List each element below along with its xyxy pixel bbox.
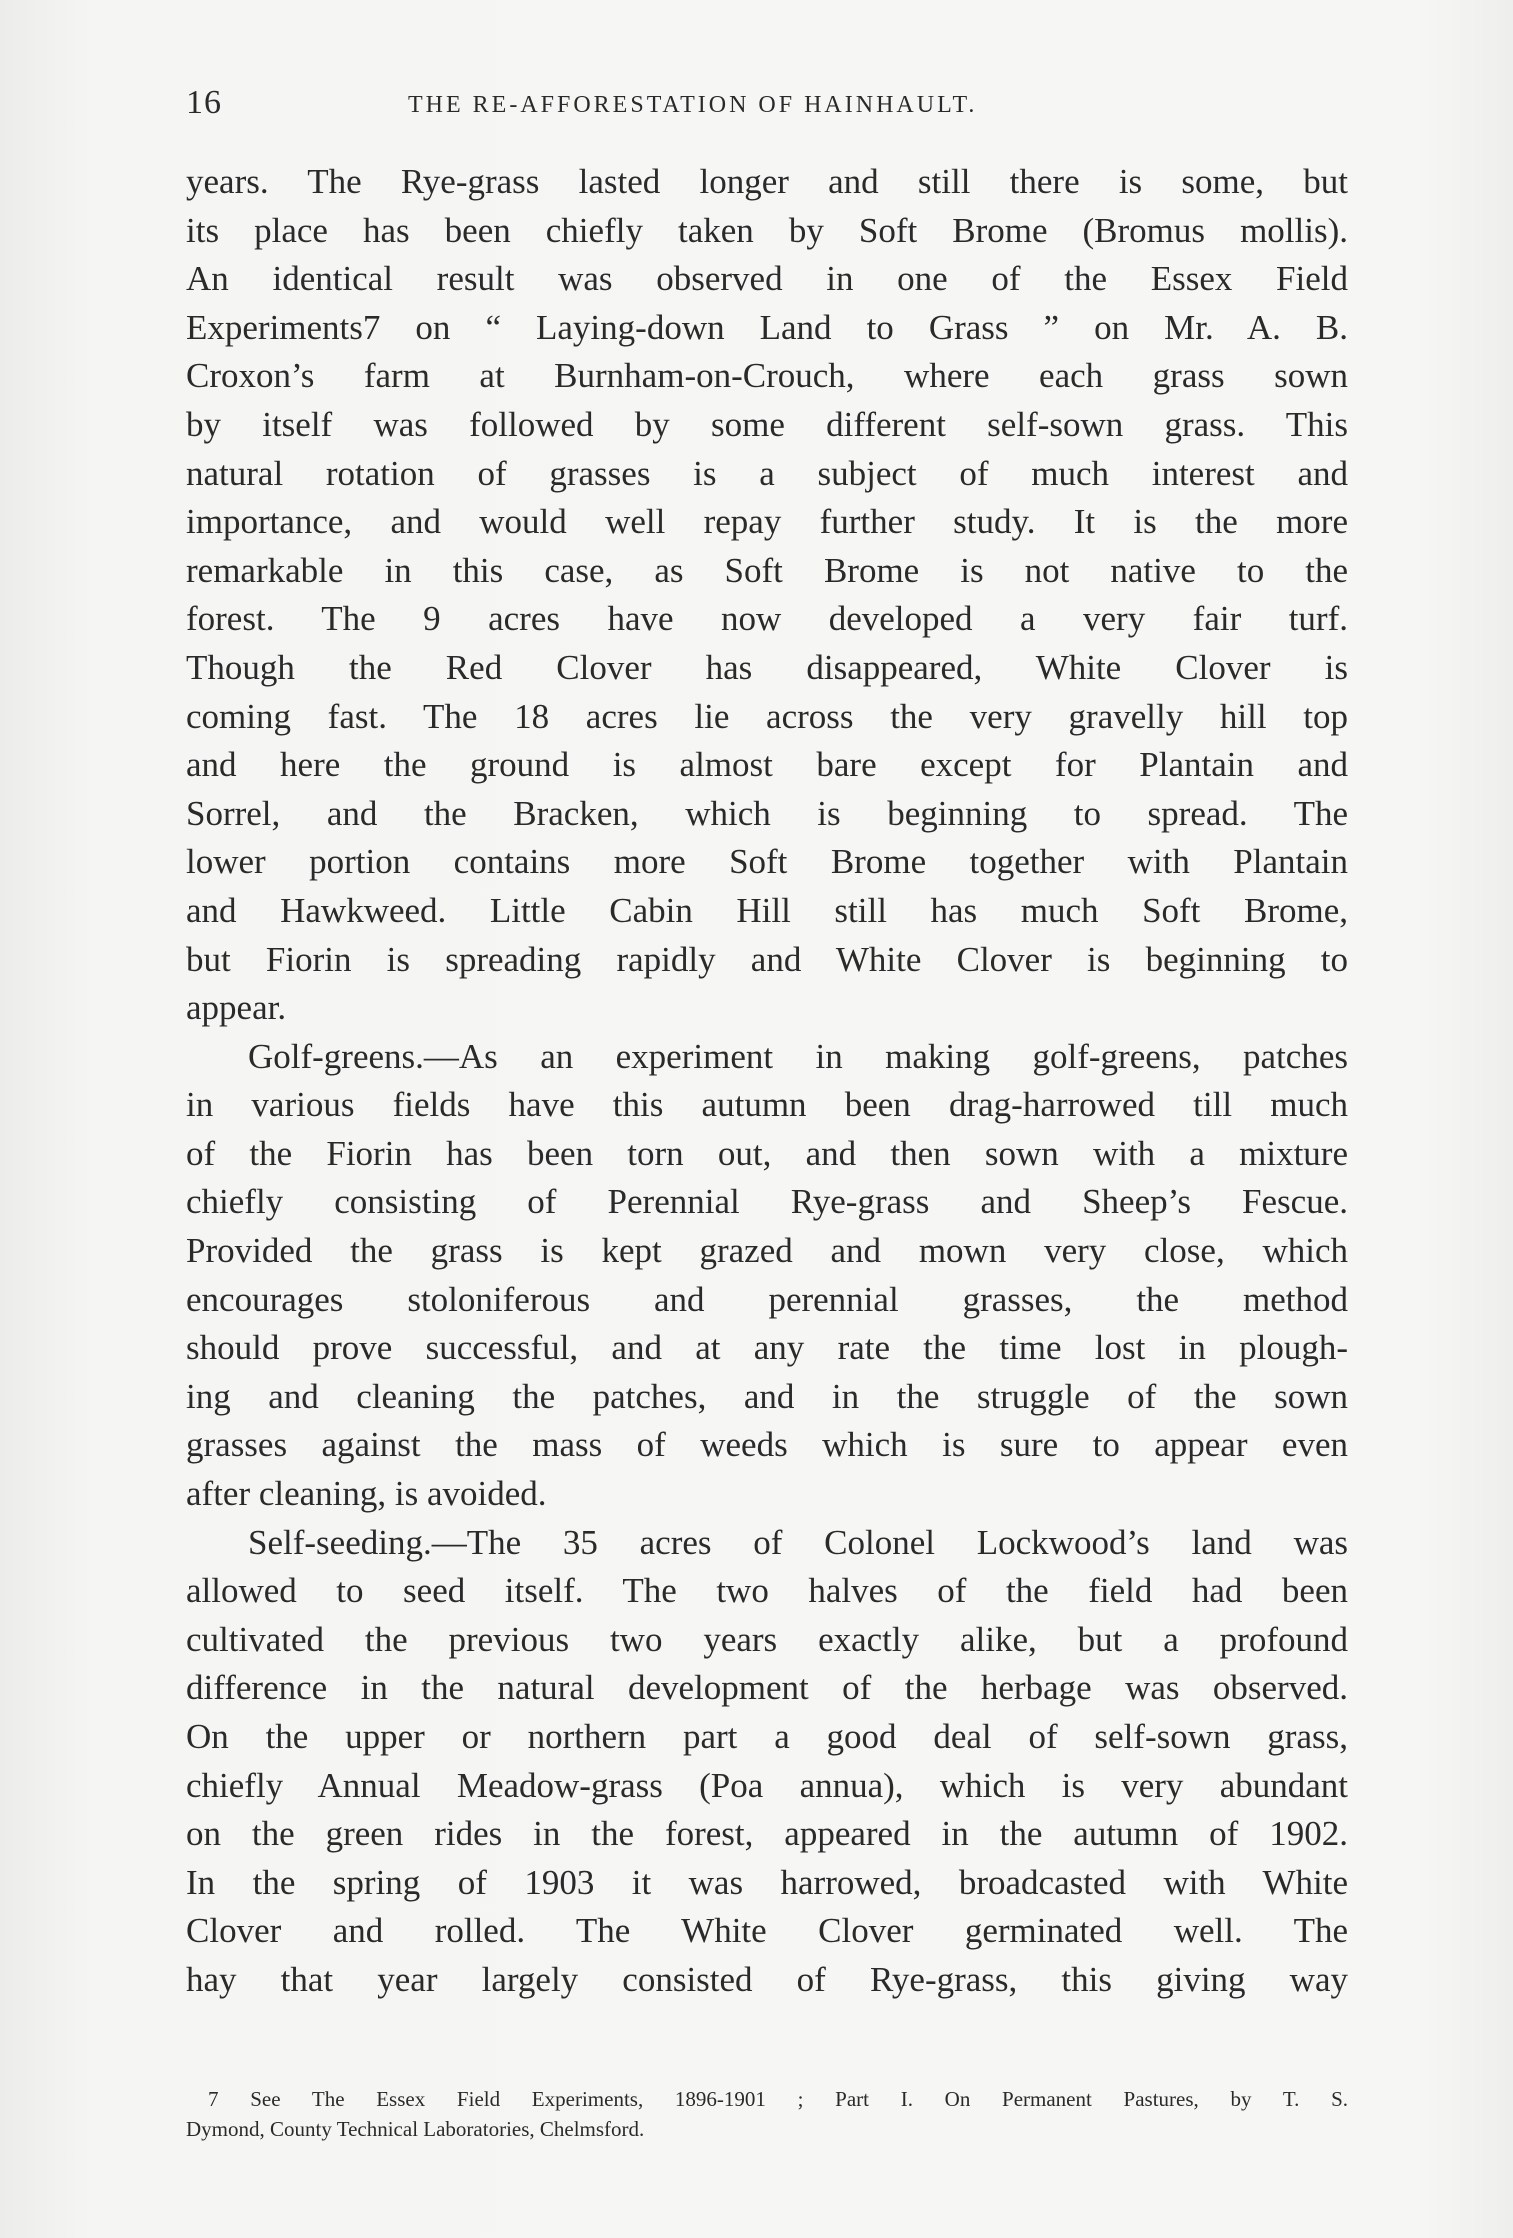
text-line: grasses against the mass of weeds which is sure to appear even bbox=[186, 1425, 1348, 1465]
body-text bbox=[186, 158, 1348, 2005]
text-line: natural rotation of grasses is a subject of much interest and bbox=[186, 453, 1348, 493]
text-line: years. The Rye-grass lasted longer and still there is some, but bbox=[186, 162, 1348, 201]
text-line: appear. bbox=[186, 988, 287, 1028]
text-line: hay that year largely consisted of Rye-grass, this giving way bbox=[186, 1959, 1348, 1999]
text-line: coming fast. The 18 acres lie across the very gravelly hill top bbox=[186, 696, 1348, 736]
text-line: on the green rides in the forest, appeared in the autumn of 1902. bbox=[186, 1814, 1348, 1854]
text-line: Clover and rolled. The White Clover germinated well. The bbox=[186, 1911, 1348, 1951]
text-line: lower portion contains more Soft Brome together with Plantain bbox=[186, 842, 1348, 882]
page-header bbox=[186, 84, 1348, 124]
text-line: should prove successful, and at any rate the time lost in plough- bbox=[186, 1328, 1348, 1368]
text-line: On the upper or northern part a good deal of self-sown grass, bbox=[186, 1717, 1348, 1756]
footnote-line: 7 See The Essex Field Experiments, 1896-1901 ; Part I. On Permanent Pastures, by T. S. bbox=[208, 2087, 1348, 2111]
text-line: difference in the natural development of the herbage was observed. bbox=[186, 1668, 1348, 1708]
text-line: Sorrel, and the Bracken, which is beginning to spread. The bbox=[186, 793, 1348, 833]
text-line: Though the Red Clover has disappeared, White Clover is bbox=[186, 647, 1348, 687]
footnotes bbox=[186, 2084, 1348, 2144]
text-line: ing and cleaning the patches, and in the struggle of the sown bbox=[186, 1376, 1348, 1416]
text-line: and Hawkweed. Little Cabin Hill still has much Soft Brome, bbox=[186, 890, 1348, 930]
text-line: remarkable in this case, as Soft Brome is not native to the bbox=[186, 550, 1348, 590]
text-line: of the Fiorin has been torn out, and then sown with a mixture bbox=[186, 1133, 1348, 1173]
text-line: chiefly consisting of Perennial Rye-grass and Sheep’s Fescue. bbox=[186, 1182, 1348, 1222]
text-line: in various fields have this autumn been drag-harrowed till much bbox=[186, 1085, 1348, 1125]
text-line: An identical result was observed in one of the Essex Field bbox=[186, 259, 1348, 299]
text-line: Self-seeding.—The 35 acres of Colonel Lockwood’s land was bbox=[248, 1522, 1348, 1562]
text-line: Golf-greens.—As an experiment in making golf-greens, patches bbox=[248, 1036, 1348, 1076]
text-line: its place has been chiefly taken by Soft Brome (Bromus mollis). bbox=[186, 210, 1348, 250]
text-line: but Fiorin is spreading rapidly and White Clover is beginning to bbox=[186, 939, 1348, 979]
text-line: forest. The 9 acres have now developed a very fair turf. bbox=[186, 599, 1348, 639]
text-line: by itself was followed by some different self-sown grass. This bbox=[186, 404, 1348, 444]
text-line: Provided the grass is kept grazed and mown very close, which bbox=[186, 1231, 1348, 1271]
text-line: after cleaning, is avoided. bbox=[186, 1474, 547, 1514]
text-line: Croxon’s farm at Burnham-on-Crouch, where each grass sown bbox=[186, 356, 1348, 396]
text-line: allowed to seed itself. The two halves of the field had been bbox=[186, 1571, 1348, 1611]
page-number: 16 bbox=[186, 84, 222, 121]
text-line: chiefly Annual Meadow-grass (Poa annua), which is very abundant bbox=[186, 1765, 1348, 1805]
text-line: Experiments7 on “ Laying-down Land to Grass ” on Mr. A. B. bbox=[186, 307, 1348, 347]
text-line: cultivated the previous two years exactly alike, but a profound bbox=[186, 1619, 1348, 1659]
text-line: encourages stoloniferous and perennial grasses, the method bbox=[186, 1279, 1348, 1319]
footnote-line: Dymond, County Technical Laboratories, Chelmsford. bbox=[186, 2117, 645, 2141]
running-head: THE RE-AFFORESTATION OF HAINHAULT. bbox=[408, 92, 978, 118]
text-line: importance, and would well repay further study. It is the more bbox=[186, 502, 1348, 542]
text-line: and here the ground is almost bare except for Plantain and bbox=[186, 745, 1348, 785]
text-line: In the spring of 1903 it was harrowed, broadcasted with White bbox=[186, 1862, 1348, 1902]
